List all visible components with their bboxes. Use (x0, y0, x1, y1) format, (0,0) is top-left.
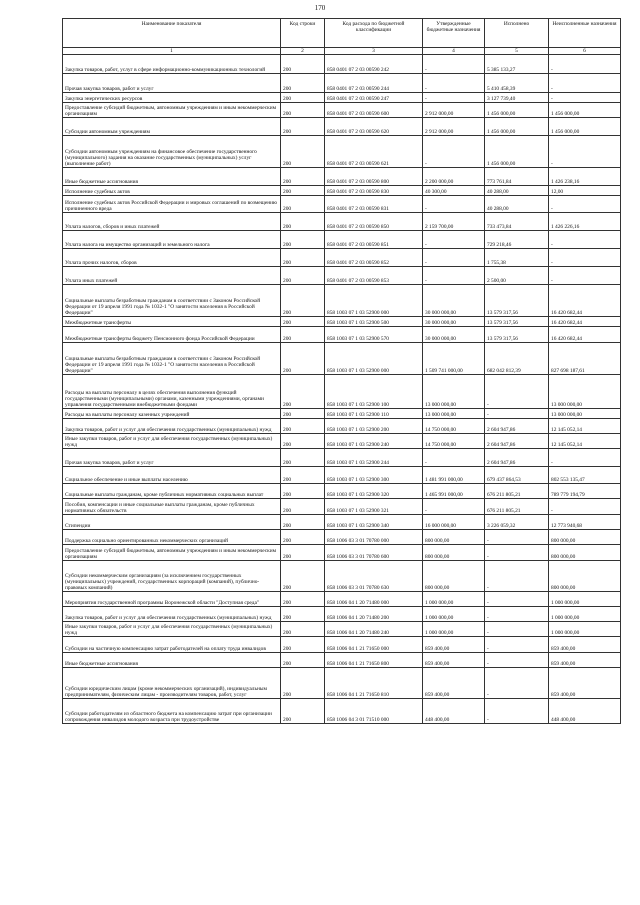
table-row (63, 186, 621, 196)
row-budget-code: 858 1003 07 1 03 52900 500 (325, 317, 423, 327)
row-name: Социальные выплаты гражданам, кроме публичных нормативных социальных выплат (63, 484, 281, 499)
row-name: Закупка товаров, работ и услуг для обеспечения государственных (муниципальных) нужд (63, 607, 281, 622)
row-line-code: 200 (281, 136, 325, 168)
row-executed: 3 127 739,40 (485, 93, 549, 103)
row-name: Поддержка социально ориентированных некоммерческих организаций (63, 530, 281, 545)
row-approved: 800 000,00 (423, 561, 485, 592)
row-approved: 1 465 991 000,00 (423, 484, 485, 499)
row-line-code: 200 (281, 592, 325, 607)
row-name: Субсидии юридическим лицам (кроме некоммерческих организаций), индивидуальным предпринимателям, физическим лицам - производителям товаров, работ, услуг (63, 668, 281, 699)
header-approved: Утвержденные бюджетные назначения (423, 19, 485, 48)
row-line-code: 200 (281, 375, 325, 409)
row-approved: - (423, 231, 485, 249)
row-executed: - (485, 699, 549, 724)
table-row (63, 449, 621, 467)
row-executed: - (485, 375, 549, 409)
column-number: 5 (485, 48, 549, 55)
row-budget-code: 858 1003 07 1 03 52900 570 (325, 327, 423, 343)
column-number: 1 (63, 48, 281, 55)
row-approved: 13 000 000,00 (423, 409, 485, 419)
row-name: Социальные выплаты безработным гражданам в соответствии с Законом Российской Федерации от 19 апреля 1991 года № 1032-1 "О занятости населения в Российской Федерации" (63, 343, 281, 375)
row-approved: 13 000 000,00 (423, 375, 485, 409)
row-remaining: 859 400,00 (549, 653, 621, 668)
row-line-code: 200 (281, 530, 325, 545)
header-remaining: Неисполненные назначения (549, 19, 621, 48)
row-name: Предоставление субсидий бюджетным, автономным учреждениям и иным некоммерческим организациям (63, 545, 281, 561)
row-executed: 13 579 317,56 (485, 327, 549, 343)
table-row (63, 213, 621, 231)
row-approved: 859 400,00 (423, 668, 485, 699)
row-name: Стипендии (63, 515, 281, 530)
table-row (63, 499, 621, 515)
row-name: Субсидии на частичную компенсацию затрат работодателей на оплату труда инвалидов (63, 637, 281, 653)
row-line-code: 200 (281, 545, 325, 561)
row-name: Иные бюджетные ассигнования (63, 168, 281, 186)
row-executed: 729 218,46 (485, 231, 549, 249)
table-row (63, 668, 621, 699)
row-name: Социальные выплаты безработным гражданам в соответствии с Законом Российской Федерации от 19 апреля 1991 года № 1032-1 "О занятости населения в Российской Федерации" (63, 285, 281, 317)
row-executed: - (485, 545, 549, 561)
row-approved: - (423, 249, 485, 267)
row-line-code: 200 (281, 186, 325, 196)
row-budget-code: 858 0401 07 2 03 00590 851 (325, 231, 423, 249)
row-executed: - (485, 607, 549, 622)
table-row (63, 545, 621, 561)
row-budget-code: 858 0401 07 2 03 00590 853 (325, 267, 423, 285)
row-executed: 1 456 000,00 (485, 118, 549, 136)
row-executed: 733 473,84 (485, 213, 549, 231)
row-budget-code: 858 0401 07 2 03 00590 830 (325, 186, 423, 196)
row-line-code: 200 (281, 515, 325, 530)
row-budget-code: 858 0401 07 2 03 00590 620 (325, 118, 423, 136)
row-name: Субсидии автономным учреждениям (63, 118, 281, 136)
column-number: 4 (423, 48, 485, 55)
row-budget-code: 858 1003 07 1 03 52900 321 (325, 499, 423, 515)
row-remaining: 12 145 052,14 (549, 434, 621, 449)
column-number: 6 (549, 48, 621, 55)
row-name: Межбюджетные трансферты бюджету Пенсионного фонда Российской Федерации (63, 327, 281, 343)
row-budget-code: 858 1003 07 1 03 52900 320 (325, 484, 423, 499)
row-line-code: 200 (281, 699, 325, 724)
row-executed: - (485, 622, 549, 637)
row-line-code: 200 (281, 343, 325, 375)
row-executed: 2 500,00 (485, 267, 549, 285)
row-approved: 1 481 991 000,00 (423, 467, 485, 484)
row-line-code: 200 (281, 55, 325, 74)
table-row (63, 467, 621, 484)
row-executed: - (485, 592, 549, 607)
row-approved: - (423, 499, 485, 515)
row-approved: 14 750 000,00 (423, 434, 485, 449)
row-name: Уплата прочих налогов, сборов (63, 249, 281, 267)
page-number: 170 (314, 4, 326, 12)
row-approved: 800 000,00 (423, 545, 485, 561)
table-row (63, 103, 621, 118)
row-approved: - (423, 55, 485, 74)
row-remaining: - (549, 74, 621, 93)
header-budget-code: Код расхода по бюджетной классификации (325, 19, 423, 48)
row-remaining: 1 426 238,16 (549, 168, 621, 186)
row-line-code: 200 (281, 409, 325, 419)
row-line-code: 200 (281, 317, 325, 327)
row-name: Закупка товаров, работ, услуг в сфере информационно-коммуникационных технологий (63, 55, 281, 74)
row-line-code: 200 (281, 285, 325, 317)
row-remaining: - (549, 55, 621, 74)
row-executed: 676 211 805,21 (485, 484, 549, 499)
row-remaining: - (549, 136, 621, 168)
row-line-code: 200 (281, 74, 325, 93)
row-budget-code: 858 1006 04 1 21 71650 800 (325, 653, 423, 668)
table-row (63, 93, 621, 103)
row-executed: 1 456 000,00 (485, 136, 549, 168)
row-remaining: 16 420 682,44 (549, 285, 621, 317)
table-row (63, 168, 621, 186)
row-remaining: 800 000,00 (549, 545, 621, 561)
table-row (63, 74, 621, 93)
row-approved: 859 400,00 (423, 637, 485, 653)
row-remaining: 827 698 187,61 (549, 343, 621, 375)
table-row (63, 530, 621, 545)
row-approved: 16 000 000,00 (423, 515, 485, 530)
row-name: Субсидии работодателям из областного бюджета на компенсацию затрат при организации сопровождения инвалидов молодого возраста при трудоустройстве (63, 699, 281, 724)
table-row (63, 196, 621, 213)
table-row (63, 699, 621, 724)
row-name: Прочая закупка товаров, работ и услуг (63, 74, 281, 93)
table-row (63, 249, 621, 267)
table-row (63, 343, 621, 375)
row-budget-code: 858 0401 07 2 03 00590 242 (325, 55, 423, 74)
row-line-code: 200 (281, 118, 325, 136)
row-budget-code: 858 1003 07 1 03 52900 100 (325, 375, 423, 409)
row-remaining: 1 426 226,16 (549, 213, 621, 231)
table-row (63, 136, 621, 168)
row-line-code: 200 (281, 607, 325, 622)
row-remaining: 16 420 682,44 (549, 327, 621, 343)
table-row (63, 561, 621, 592)
table-body (63, 55, 621, 724)
row-executed: - (485, 668, 549, 699)
table-row (63, 118, 621, 136)
row-name: Расходы на выплаты персоналу в целях обеспечения выполнения функций государственными (муниципальными) органами, казенными учреждениями, органами управления государственными внебюджетными фондами (63, 375, 281, 409)
row-remaining: 1 456 000,00 (549, 118, 621, 136)
row-approved: 2 912 000,00 (423, 118, 485, 136)
table-row (63, 592, 621, 607)
row-approved: 1 000 000,00 (423, 622, 485, 637)
row-budget-code: 858 0401 07 2 03 00590 850 (325, 213, 423, 231)
row-approved: 1 509 741 000,00 (423, 343, 485, 375)
row-name: Прочая закупка товаров, работ и услуг (63, 449, 281, 467)
row-budget-code: 858 1006 04 1 20 71480 240 (325, 622, 423, 637)
row-executed: 1 755,38 (485, 249, 549, 267)
row-budget-code: 858 1006 04 1 20 71480 000 (325, 592, 423, 607)
row-budget-code: 858 0401 07 2 03 00590 621 (325, 136, 423, 168)
row-line-code: 200 (281, 231, 325, 249)
row-name: Мероприятия государственной программы Воронежской области "Доступная среда" (63, 592, 281, 607)
table-row (63, 375, 621, 409)
row-name: Закупка энергетических ресурсов (63, 93, 281, 103)
row-executed: 676 211 805,21 (485, 499, 549, 515)
row-budget-code: 858 1003 07 1 03 52900 244 (325, 449, 423, 467)
header-line-code: Код строки (281, 19, 325, 48)
row-line-code: 200 (281, 653, 325, 668)
row-executed: 13 579 317,56 (485, 285, 549, 317)
table-row (63, 622, 621, 637)
column-number-row (63, 48, 621, 55)
row-name: Расходы на выплаты персоналу казенных учреждений (63, 409, 281, 419)
header-executed: Исполнено (485, 19, 549, 48)
row-budget-code: 858 0401 07 2 03 00590 800 (325, 168, 423, 186)
row-name: Уплата налогов, сборов и иных платежей (63, 213, 281, 231)
row-remaining: - (549, 231, 621, 249)
row-executed: 679 437 864,53 (485, 467, 549, 484)
table-row (63, 637, 621, 653)
header-name: Наименование показателя (63, 19, 281, 48)
row-approved: 40 300,00 (423, 186, 485, 196)
row-remaining: 13 000 000,00 (549, 375, 621, 409)
row-budget-code: 858 0401 07 2 03 00590 247 (325, 93, 423, 103)
table-row (63, 327, 621, 343)
row-line-code: 200 (281, 419, 325, 434)
row-approved: - (423, 74, 485, 93)
row-name: Субсидии автономным учреждениям на финансовое обеспечение государственного (муниципального) задания на оказание государственных (муниципальных) услуг (выполнение работ) (63, 136, 281, 168)
row-remaining: 859 400,00 (549, 637, 621, 653)
row-line-code: 200 (281, 561, 325, 592)
row-executed: 40 288,00 (485, 196, 549, 213)
row-line-code: 200 (281, 449, 325, 467)
row-line-code: 200 (281, 668, 325, 699)
row-name: Межбюджетные трансферты (63, 317, 281, 327)
row-name: Социальное обеспечение и иные выплаты населению (63, 467, 281, 484)
row-approved: - (423, 136, 485, 168)
table-header-row (63, 19, 621, 48)
row-executed: - (485, 653, 549, 668)
table-row (63, 607, 621, 622)
row-approved: - (423, 267, 485, 285)
row-name: Иные закупки товаров, работ и услуг для обеспечения государственных (муниципальных) нужд (63, 622, 281, 637)
row-remaining: - (549, 499, 621, 515)
row-budget-code: 858 1006 04 1 20 71480 200 (325, 607, 423, 622)
row-budget-code: 858 1003 07 1 03 52900 000 (325, 285, 423, 317)
row-remaining: - (549, 93, 621, 103)
budget-execution-table (62, 18, 621, 724)
table-row (63, 267, 621, 285)
row-budget-code: 858 0401 07 2 03 00590 831 (325, 196, 423, 213)
row-remaining: - (549, 449, 621, 467)
row-remaining: 1 456 000,00 (549, 103, 621, 118)
row-line-code: 200 (281, 213, 325, 231)
row-budget-code: 858 0401 07 2 03 00590 600 (325, 103, 423, 118)
row-approved: 2 200 000,00 (423, 168, 485, 186)
row-executed: 773 761,84 (485, 168, 549, 186)
row-name: Уплата налога на имущество организаций и земельного налога (63, 231, 281, 249)
row-budget-code: 858 1006 04 3 01 71510 000 (325, 699, 423, 724)
row-remaining: 13 000 000,00 (549, 409, 621, 419)
row-approved: 859 400,00 (423, 653, 485, 668)
row-budget-code: 858 1003 07 1 03 52900 300 (325, 467, 423, 484)
row-executed: 5 385 133,27 (485, 55, 549, 74)
row-approved: 2 912 000,00 (423, 103, 485, 118)
row-approved: 1 000 000,00 (423, 607, 485, 622)
row-budget-code: 858 1006 04 1 21 71650 000 (325, 637, 423, 653)
row-name: Пособия, компенсации и иные социальные выплаты гражданам, кроме публичных нормативных обязательств (63, 499, 281, 515)
row-remaining: 1 000 000,00 (549, 607, 621, 622)
row-remaining: 448 400,00 (549, 699, 621, 724)
row-executed: 1 456 000,00 (485, 103, 549, 118)
row-line-code: 200 (281, 484, 325, 499)
row-approved: 14 750 000,00 (423, 419, 485, 434)
row-line-code: 200 (281, 327, 325, 343)
row-executed: - (485, 637, 549, 653)
row-executed: 2 604 947,86 (485, 449, 549, 467)
row-executed: 13 579 317,56 (485, 317, 549, 327)
row-line-code: 200 (281, 434, 325, 449)
row-line-code: 200 (281, 467, 325, 484)
row-executed: 3 226 059,32 (485, 515, 549, 530)
column-number: 3 (325, 48, 423, 55)
row-remaining: 12 145 052,14 (549, 419, 621, 434)
row-name: Закупка товаров, работ и услуг для обеспечения государственных (муниципальных) нужд (63, 419, 281, 434)
row-executed: 5 410 458,39 (485, 74, 549, 93)
row-executed: - (485, 530, 549, 545)
row-executed: 2 604 947,86 (485, 419, 549, 434)
row-remaining: - (549, 196, 621, 213)
row-executed: - (485, 561, 549, 592)
row-line-code: 200 (281, 93, 325, 103)
row-name: Субсидии некоммерческим организациям (за исключением государственных (муниципальных) учреждений, государственных корпораций (компаний), публично-правовых компаний) (63, 561, 281, 592)
row-line-code: 200 (281, 637, 325, 653)
row-remaining: - (549, 267, 621, 285)
row-remaining: 12,00 (549, 186, 621, 196)
row-approved: 30 000 000,00 (423, 317, 485, 327)
row-approved: 448 400,00 (423, 699, 485, 724)
row-name: Уплата иных платежей (63, 267, 281, 285)
row-budget-code: 858 0401 07 2 03 00590 244 (325, 74, 423, 93)
row-remaining: 802 553 135,47 (549, 467, 621, 484)
row-line-code: 200 (281, 267, 325, 285)
row-executed: 682 042 812,39 (485, 343, 549, 375)
row-remaining: 800 000,00 (549, 530, 621, 545)
row-line-code: 200 (281, 168, 325, 186)
row-approved: 1 000 000,00 (423, 592, 485, 607)
row-remaining: 800 000,00 (549, 561, 621, 592)
row-remaining: 859 400,00 (549, 668, 621, 699)
row-line-code: 200 (281, 249, 325, 267)
row-budget-code: 858 1006 03 3 01 70780 000 (325, 530, 423, 545)
row-name: Иные бюджетные ассигнования (63, 653, 281, 668)
row-budget-code: 858 1006 04 1 21 71650 810 (325, 668, 423, 699)
row-executed: - (485, 409, 549, 419)
row-approved: 2 159 700,00 (423, 213, 485, 231)
table-row (63, 434, 621, 449)
row-name: Иные закупки товаров, работ и услуг для обеспечения государственных (муниципальных) нужд (63, 434, 281, 449)
table-row (63, 409, 621, 419)
row-executed: 40 288,00 (485, 186, 549, 196)
table-row (63, 55, 621, 74)
row-remaining: 1 000 000,00 (549, 622, 621, 637)
row-approved: - (423, 449, 485, 467)
table-row (63, 419, 621, 434)
row-remaining: 789 779 194,79 (549, 484, 621, 499)
table-row (63, 231, 621, 249)
row-line-code: 200 (281, 103, 325, 118)
row-remaining: 12 773 940,68 (549, 515, 621, 530)
row-executed: 2 604 947,86 (485, 434, 549, 449)
row-budget-code: 858 0401 07 2 03 00590 852 (325, 249, 423, 267)
row-budget-code: 858 1006 03 3 01 70780 630 (325, 561, 423, 592)
table-row (63, 285, 621, 317)
table-row (63, 515, 621, 530)
row-approved: - (423, 93, 485, 103)
row-line-code: 200 (281, 499, 325, 515)
row-budget-code: 858 1003 07 1 03 52900 340 (325, 515, 423, 530)
row-approved: - (423, 196, 485, 213)
row-approved: 30 000 000,00 (423, 327, 485, 343)
row-budget-code: 858 1003 07 1 03 52900 240 (325, 434, 423, 449)
row-remaining: - (549, 249, 621, 267)
table-row (63, 653, 621, 668)
row-line-code: 200 (281, 196, 325, 213)
table-row (63, 484, 621, 499)
row-budget-code: 858 1003 07 1 03 52900 200 (325, 419, 423, 434)
row-approved: 30 000 000,00 (423, 285, 485, 317)
row-name: Исполнение судебных актов Российской Федерации и мировых соглашений по возмещению причиненного вреда (63, 196, 281, 213)
row-approved: 800 000,00 (423, 530, 485, 545)
row-line-code: 200 (281, 622, 325, 637)
table-row (63, 317, 621, 327)
row-remaining: 1 000 000,00 (549, 592, 621, 607)
row-budget-code: 858 1003 07 1 03 52900 000 (325, 343, 423, 375)
row-name: Исполнение судебных актов (63, 186, 281, 196)
row-budget-code: 858 1003 07 1 03 52900 110 (325, 409, 423, 419)
row-budget-code: 858 1006 03 3 01 70780 600 (325, 545, 423, 561)
column-number: 2 (281, 48, 325, 55)
row-remaining: 16 420 682,44 (549, 317, 621, 327)
row-name: Предоставление субсидий бюджетным, автономным учреждениям и иным некоммерческим организациям (63, 103, 281, 118)
